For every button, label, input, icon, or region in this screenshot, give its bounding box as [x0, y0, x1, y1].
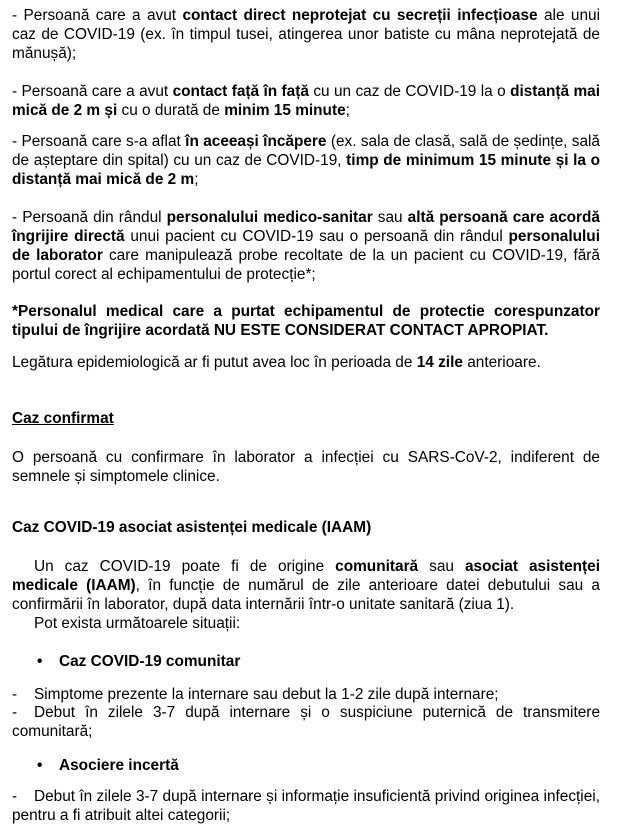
text: cu un caz de COVID-19 la o: [308, 83, 511, 100]
text: Un caz COVID-19 poate fi de origine: [34, 558, 336, 575]
iaam-situations-intro: Pot exista următoarele situații:: [34, 615, 241, 632]
bold-text: și: [104, 102, 118, 119]
dash-icon: -: [12, 704, 18, 721]
medical-staff-note: *Personalul medical care a purtat echipamentul de protectie corespunzator tipului de îngrijire acordată NU ESTE CONSIDERAT CONTACT APROPIAT.: [12, 303, 600, 339]
section-heading-iaam: Caz COVID-19 asociat asistenței medicale (IAAM): [12, 519, 372, 536]
bold-text: în aceeași încăpere: [185, 133, 327, 150]
text: ;: [345, 102, 350, 119]
text: care manipulează probe recoltate de la un pacient cu COVID-19, fără portul corect al echipamentului de protecție*;: [12, 247, 600, 283]
list-item-text: Debut în zilele 3-7 după internare și o suspiciune puternică de transmitere comunitară;: [12, 704, 600, 740]
text: anterioare.: [462, 354, 541, 371]
contact-item-face-to-face: [12, 82, 600, 120]
list-item: [12, 685, 600, 704]
iaam-intro: [12, 557, 600, 614]
text: Legătura epidemiologică ar fi putut avea loc în perioada de: [12, 354, 417, 371]
bullet-icon: •: [37, 653, 43, 670]
text: cu o durată de: [117, 102, 225, 119]
list-item: [12, 787, 600, 825]
text: (ex. sala de clasă, sală de ședințe, sală de așteptare din spital) cu un caz de COVID-19,: [12, 133, 600, 169]
bold-text: distanță mai mică de 2 m: [12, 83, 600, 119]
text: unui pacient cu COVID-19 sau o persoană din rândul: [124, 228, 509, 245]
bold-text: personalului medico-sanitar: [166, 209, 373, 226]
bold-text: timp de minimum 15 minute și la o distanță mai mică de 2 m: [12, 152, 600, 188]
bold-text: comunitară: [335, 558, 419, 575]
text: sau: [418, 558, 465, 575]
contact-item-same-room: [12, 132, 600, 189]
bullet-title-text: Caz COVID-19 comunitar: [59, 653, 241, 670]
bold-text: altă persoană care acordă îngrijire directă: [12, 209, 600, 245]
bullet-icon: •: [37, 757, 43, 774]
contact-item-medical-staff: [12, 208, 600, 284]
text: sau: [372, 209, 408, 226]
bullet-title-text: Asociere incertă: [59, 757, 179, 774]
text: ;: [194, 171, 199, 188]
text: - Persoană care a avut: [12, 83, 173, 100]
contact-item-direct: [12, 6, 600, 63]
dash-icon: -: [12, 788, 18, 805]
list-item-text: Simptome prezente la internare sau debut la 1-2 zile după internare;: [34, 686, 499, 703]
bold-text: asociat asistenței medicale (IAAM): [12, 558, 600, 594]
text: - Persoană din rândul: [12, 209, 167, 226]
confirmed-definition: O persoană cu confirmare în laborator a infecției cu SARS-CoV-2, indiferent de semnele și simptomele clinice.: [12, 449, 600, 485]
text: - Persoană care a avut: [12, 7, 183, 24]
list-item-text: Debut în zilele 3-7 după internare și informație insuficientă privind originea infecției, pentru a fi atribuit altei categorii;: [12, 788, 600, 824]
section-heading-confirmed: Caz confirmat: [12, 410, 114, 427]
text: - Persoană care s-a aflat: [12, 133, 186, 150]
dash-icon: -: [12, 686, 18, 703]
bold-text: contact direct neprotejat cu secreții infecțioase: [182, 7, 538, 24]
bold-text: personalului de laborator: [12, 228, 600, 264]
text: ale unui caz de COVID-19 (ex. în timpul tusei, atingerea unor batiste cu mâna neprotejată de mănușă);: [12, 7, 600, 62]
bullet-uncertain: [37, 756, 179, 775]
bold-text: contact față în față: [172, 83, 309, 100]
bold-text: 14 zile: [416, 354, 463, 371]
bold-text: minim 15 minute: [224, 102, 346, 119]
bullet-community: [37, 652, 240, 671]
list-item: [12, 703, 600, 741]
epidemiological-link: [12, 353, 600, 372]
text: , în funcție de numărul de zile anterioare datei debutului sau a confirmării în laborator, după data internării într-o unitate sanitară (ziua 1).: [12, 577, 600, 613]
